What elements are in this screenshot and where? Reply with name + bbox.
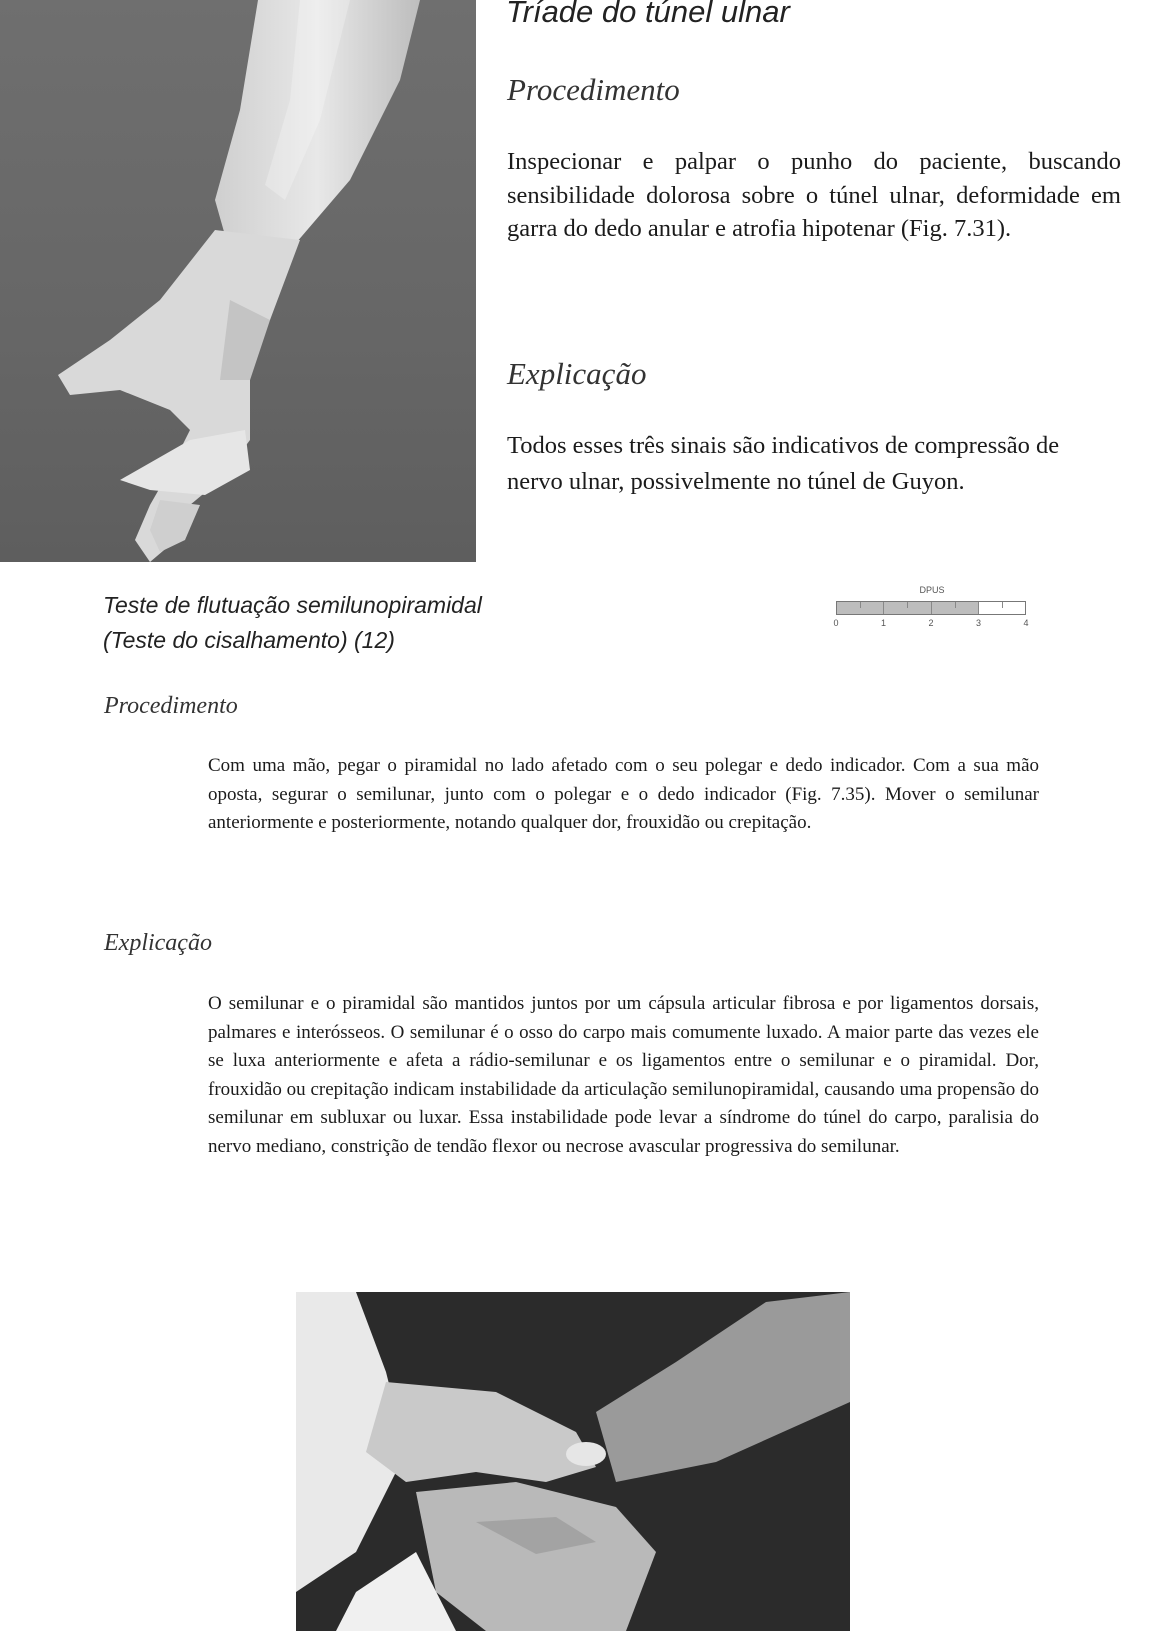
top-section-title: Tríade do túnel ulnar bbox=[506, 0, 790, 29]
explanation-heading: Explicação bbox=[104, 930, 212, 956]
scale-tick-1: 1 bbox=[880, 618, 887, 628]
explanation-text: O semilunar e o piramidal são mantidos juntos por um cápsula articular fibrosa e por ligamentos dorsais, palmares e interósseos. O semilunar é o osso do carpo mais comumente luxado. A maior parte das vezes ele se luxa anteriormente e afeta a rádio-semilunar e os ligamentos entre o semilunar e o piramidal. Dor, frouxidão ou crepitação indicam instabilidade da articulação semilunopiramidal, causando uma propensão do semilunar em subluxar ou luxar. Essa instabilidade pode levar a síndrome do túnel do carpo, paralisia do nervo mediano, constrição de tendão flexor ou necrose avascular progressiva do semilunar. bbox=[208, 993, 1039, 1157]
procedure-heading: Procedimento bbox=[104, 693, 238, 719]
scale-bar bbox=[836, 601, 1026, 615]
test-title bbox=[103, 588, 482, 658]
scale-label: DPUS bbox=[919, 585, 945, 595]
test-title-line2: (Teste do cisalhamento) (12) bbox=[103, 627, 395, 653]
hand-claw-deformity-photo bbox=[0, 0, 476, 562]
hands-shear-test-photo bbox=[296, 1292, 850, 1631]
scale-tick-3: 3 bbox=[975, 618, 982, 628]
scale-tick-4: 4 bbox=[1023, 618, 1029, 628]
top-explanation-heading: Explicação bbox=[507, 356, 647, 391]
scale-segment bbox=[979, 602, 1025, 614]
hand-illustration bbox=[0, 0, 476, 562]
procedure-text: Com uma mão, pegar o piramidal no lado afetado com o seu polegar e dedo indicador. Com a sua mão oposta, segurar o semilunar, junto com o polegar e o dedo indicador (Fig. 7.35). Mover o semilunar anteriormente e posteriormente, notando qualquer dor, frouxidão ou crepitação. bbox=[208, 755, 1039, 833]
scale-tick-2: 2 bbox=[928, 618, 934, 628]
top-explanation-text: Todos esses três sinais são indicativos de compressão de nervo ulnar, possivelmente no túnel de Guyon. bbox=[507, 432, 1060, 495]
evidence-scale bbox=[832, 585, 1032, 635]
scale-segment bbox=[837, 602, 884, 614]
scale-tick-0: 0 bbox=[833, 618, 839, 628]
scale-segment bbox=[932, 602, 979, 614]
top-procedure-heading: Procedimento bbox=[507, 72, 680, 107]
top-procedure-text: Inspecionar e palpar o punho do paciente, buscando sensibilidade dolorosa sobre o túnel ulnar, deformidade em garra do dedo anular e atrofia hipotenar (Fig. 7.31). bbox=[507, 148, 1121, 242]
test-title-line1: Teste de flutuação semilunopiramidal bbox=[103, 592, 482, 618]
scale-segment bbox=[884, 602, 931, 614]
hands-illustration bbox=[296, 1292, 850, 1631]
